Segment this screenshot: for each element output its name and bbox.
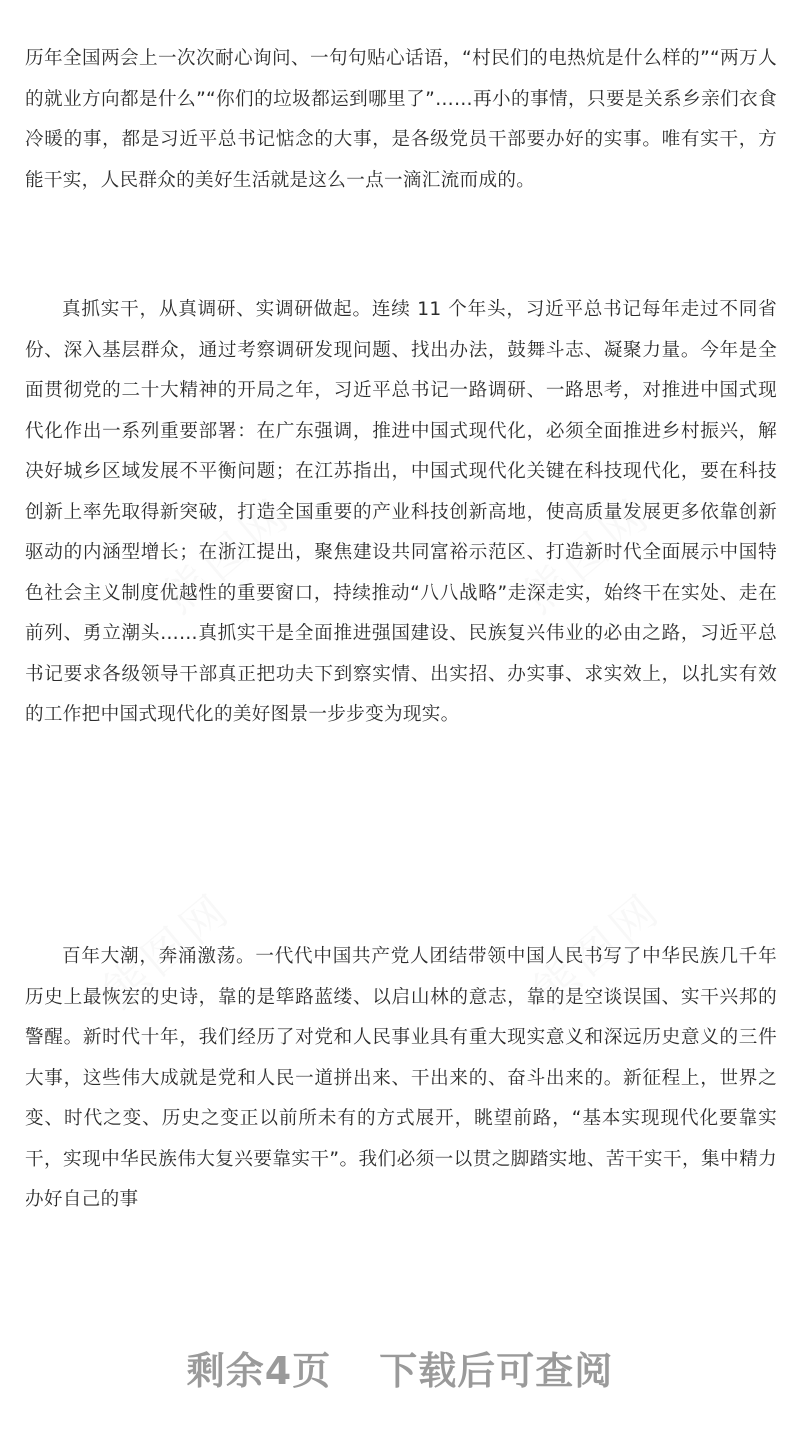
watermark: 熊图网 <box>94 882 242 1019</box>
watermark: 熊图网 <box>514 487 662 624</box>
paragraph-1: 历年全国两会上一次次耐心询问、一句句贴心话语，“村民们的电热炕是什么样的”“两万人的就业方向都是什么”“你们的垃圾都运到哪里了”……再小的事情，只要是关系乡亲们衣食冷暖的事，都是习近平总书记惦念的大事，是各级党员干部要办好的实事。唯有实干，方能干实，人民群众的美好生活就是这么一点一滴汇流而成的。 <box>25 48 777 191</box>
paragraph-2: 真抓实干，从真调研、实调研做起。连续 11 个年头，习近平总书记每年走过不同省份、深入基层群众，通过考察调研发现问题、找出办法，鼓舞斗志、凝聚力量。今年是全面贯彻党的二十大精神的开局之年，习近平总书记一路调研、一路思考，对推进中国式现代化作出一系列重要部署：在广东强调，推进中国式现代化，必须全面推进乡村振兴，解决好城乡区域发展不平衡问题；在江苏指出，中国式现代化关键在科技现代化，要在科技创新上率先取得新突破，打造全国重要的产业科技创新高地，使高质量发展更多依靠创新驱动的内涵型增长；在浙江提出，聚焦建设共同富裕示范区、打造新时代全面展示中国特色社会主义制度优越性的重要窗口，持续推动“八八战略”走深走实，始终干在实处、走在前列、勇立潮头……真抓实干是全面推进强国建设、民族复兴伟业的必由之路，习近平总书记要求各级领导干部真正把功夫下到察实情、出实招、办实事、求实效上，以扎实有效的工作把中国式现代化的美好图景一步步变为现实。 <box>25 299 777 725</box>
download-to-read-label[interactable]: 下载后可查阅 <box>379 1349 614 1393</box>
remaining-pages-label: 剩余4页 <box>186 1349 332 1393</box>
paragraph-3: 百年大潮，奔涌激荡。一代代中国共产党人团结带领中国人民书写了中华民族几千年历史上最恢宏的史诗，靠的是筚路蓝缕、以启山林的意志，靠的是空谈误国、实干兴邦的警醒。新时代十年，我们经历了对党和人民事业具有重大现实意义和深远历史意义的三件大事，这些伟大成就是党和人民一道拼出来、干出来的、奋斗出来的。新征程上，世界之变、时代之变、历史之变正以前所未有的方式展开，眺望前路，“基本实现现代化要靠实干，实现中华民族伟大复兴要靠实干”。我们必须一以贯之脚踏实地、苦干实干，集中精力办好自己的事 <box>25 946 777 1210</box>
watermark: 熊图网 <box>154 487 302 624</box>
download-banner[interactable] <box>0 1340 800 1395</box>
watermark: 熊图网 <box>524 882 672 1019</box>
